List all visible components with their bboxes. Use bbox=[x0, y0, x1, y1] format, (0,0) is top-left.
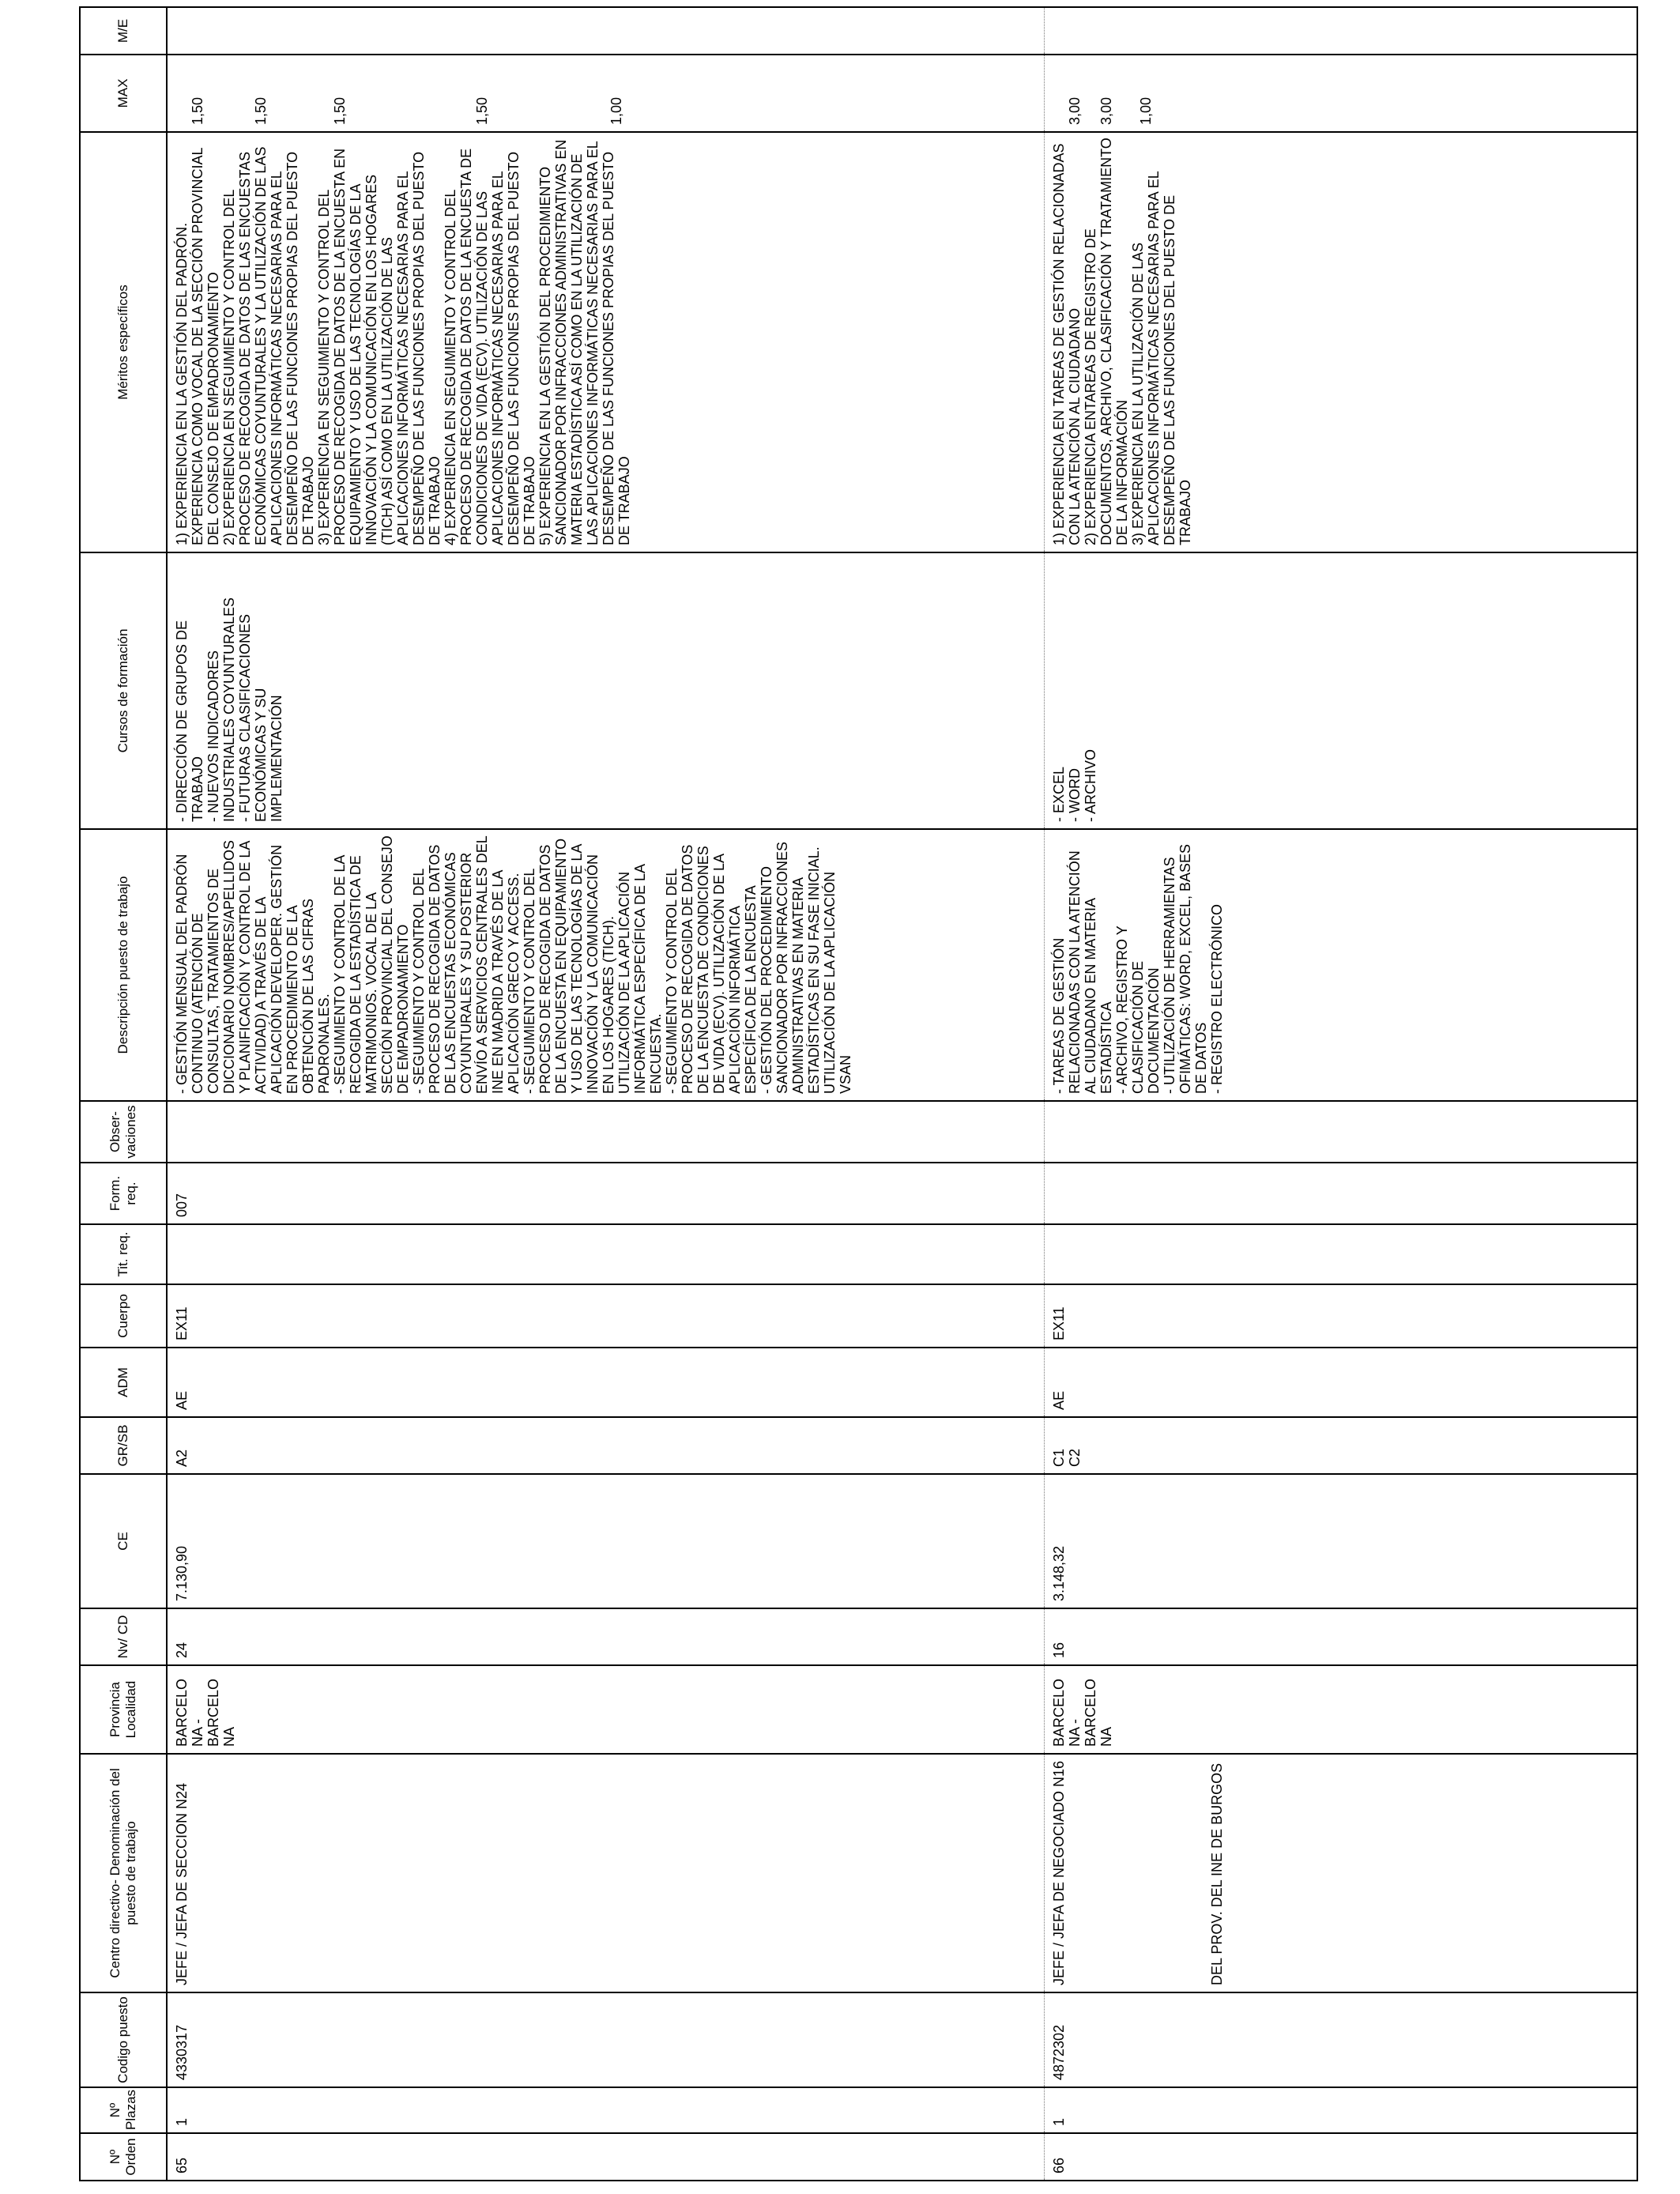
cell-titulacion bbox=[167, 1224, 1044, 1284]
header-orden: Nº Orden bbox=[80, 2133, 167, 2181]
table-row bbox=[167, 7, 1044, 2181]
cell-centro bbox=[1044, 1754, 1439, 1992]
cell-meritos: 1) EXPERIENCIA EN LA GESTIÓN DEL PADRÓN. EXPERIENCIA COMO VOCAL DE LA SECCIÓN PROVINCIAL DEL CONSEJO DE EMPADRONAMIENTO 2) EXPERIENCIA EN SEGUIMIENTO Y CONTROL DEL PROCESO DE RECOGIDA DE DATOS DE LAS ENCUESTAS ECONÓMICAS COYUNTURALES Y LA UTILIZACIÓN DE LAS APLICACIONES INFORMÁTICAS NECESARIAS PARA EL DESEMPEÑO DE LAS FUNCIONES PROPIAS DEL PUESTO DE TRABAJO 3) EXPERIENCIA EN SEGUIMIENTO Y CONTROL DEL PROCESO DE RECOGIDA DE DATOS DE LA ENCUESTA EN EQUIPAMIENTO Y USO DE LAS TECNOLOGÍAS DE LA INNOVACIÓN Y LA COMUNICACIÓN EN LOS HOGARES (TICH) ASÍ COMO EN LA UTILIZACIÓN DE LAS APLICACIONES INFORMÁTICAS NECESARIAS PARA EL DESEMPEÑO DE LAS FUNCIONES PROPIAS DEL PUESTO DE TRABAJO 4) EXPERIENCIA EN SEGUIMIENTO Y CONTROL DEL PROCESO DE RECOGIDA DE DATOS DE LA ENCUESTA DE CONDICIONES DE VIDA (ECV). UTILIZACIÓN DE LAS APLICACIONES INFORMÁTICAS NECESARIAS PARA EL DESEMPEÑO DE LAS FUNCIONES PROPIAS DEL PUESTO DE TRABAJO 5) EXPERIENCIA EN LA GESTIÓN DEL PROCEDIMIENTO SANCIONADOR POR INFRACCIONES ADMINISTRATIVAS EN MATERIA ESTADÍSTICA ASÍ COMO EN LA UTILIZACIÓN DE LAS APLICACIONES INFORMÁTICAS NECESARIAS PARA EL DESEMPEÑO DE LAS FUNCIONES PROPIAS DEL PUESTO DE TRABAJO bbox=[167, 132, 1044, 552]
cell-plazas: 1 bbox=[167, 2087, 1044, 2133]
max-value: 1,50 bbox=[253, 96, 269, 125]
cell-provincia: BARCELONA - BARCELONA bbox=[167, 1665, 1044, 1754]
max-value: 1,00 bbox=[608, 96, 624, 125]
header-plazas: Nº Plazas bbox=[80, 2087, 167, 2133]
cell-codigo: 4872302 bbox=[1044, 1992, 1439, 2087]
cell-descripcion: - GESTIÓN MENSUAL DEL PADRÓN CONTINUO (ATENCIÓN DE CONSULTAS, TRATAMIENTOS DE DICCIONARIO NOMBRES/APELLIDOS Y PLANIFICACIÓN Y CONTROL DE LA ACTIVIDAD) A TRAVÉS DE LA APLICACIÓN DEVELOPER. GESTIÓN EN PROCEDIMIENTO DE LA OBTENCIÓN DE LAS CIFRAS PADRONALES. - SEGUIMIENTO Y CONTROL DE LA RECOGIDA DE LA ESTADÍSTICA DE MATRIMONIOS. VOCAL DE LA SECCIÓN PROVINCIAL DEL CONSEJO DE EMPADRONAMIENTO - SEGUIMIENTO Y CONTROL DEL PROCESO DE RECOGIDA DE DATOS DE LAS ENCUESTAS ECONÓMICAS COYUNTURALES Y SU POSTERIOR ENVÍO A SERVICIOS CENTRALES DEL INE EN MADRID A TRAVÉS DE LA APLICACIÓN GRECO Y ACCESS. - SEGUIMIENTO Y CONTROL DEL PROCESO DE RECOGIDA DE DATOS DE LA ENCUESTA EN EQUIPAMIENTO Y USO DE LAS TECNOLOGÍAS DE LA INNOVACIÓN Y LA COMUNICACIÓN EN LOS HOGARES (TICH). UTILIZACIÓN DE LA APLICACIÓN INFORMÁTICA ESPECÍFICA DE LA ENCUESTA. - SEGUIMIENTO Y CONTROL DEL PROCESO DE RECOGIDA DE DATOS DE LA ENCUESTA DE CONDICIONES DE VIDA (ECV). UTILIZACIÓN DE LA APLICACIÓN INFORMÁTICA ESPECÍFICA DE LA ENCUESTA - GESTIÓN DEL PROCEDIMIENTO SANCIONADOR POR INFRACCIONES ADMINISTRATIVAS EN MATERIA ESTADÍSTICAS EN SU FASE INICIAL. UTILIZACIÓN DE LA APLICACIÓN VSAN bbox=[167, 829, 1044, 1101]
table-row-filler bbox=[1439, 7, 1637, 2181]
cell-plazas: 1 bbox=[1044, 2087, 1439, 2133]
header-max: MAX bbox=[80, 55, 167, 132]
header-row bbox=[80, 7, 167, 2181]
cell-meritos: 1) EXPERIENCIA EN TAREAS DE GESTIÓN RELACIONADAS CON LA ATENCIÓN AL CIUDADANO 2) EXPERIENCIA ENTAREAS DE REGISTRO DE DOCUMENTOS, ARCHIVO, CLASIFICACIÓN Y TRATAMIENTO DE LA INFORMACIÓN 3) EXPERIENCIA EN LA UTILIZACIÓN DE LAS APLICACIONES INFORMÁTICAS NECESARIAS PARA EL DESEMPEÑO DE LAS FUNCIONES DEL PUESTO DE TRABAJO bbox=[1044, 132, 1439, 552]
cell-orden: 65 bbox=[167, 2133, 1044, 2181]
cell-cuerpo: EX11 bbox=[1044, 1284, 1439, 1348]
cell-nivel: 24 bbox=[167, 1608, 1044, 1665]
header-grupo: GR/SB bbox=[80, 1417, 167, 1474]
cell-observaciones bbox=[167, 1101, 1044, 1163]
max-values bbox=[1051, 60, 1170, 125]
job-positions-table bbox=[79, 6, 1638, 2181]
cell-ce: 7.130,90 bbox=[167, 1474, 1044, 1608]
cell-formacion bbox=[1044, 1163, 1439, 1224]
header-nivel: Nv/ CD bbox=[80, 1608, 167, 1665]
centro-extra: DEL PROV. DEL INE DE BURGOS bbox=[1208, 1762, 1225, 1985]
cell-centro bbox=[167, 1754, 1044, 1992]
header-formacion: Form. req. bbox=[80, 1163, 167, 1224]
header-titulacion: Tit. req. bbox=[80, 1224, 167, 1284]
header-observaciones: Obser- vaciones bbox=[80, 1101, 167, 1163]
header-me: M/E bbox=[80, 7, 167, 55]
cell-me bbox=[167, 7, 1044, 55]
cell-descripcion: - TAREAS DE GESTIÓN RELACIONADAS CON LA ATENCIÓN AL CIUDADANO EN MATERIA ESTADÍSTICA - ARCHIVO, REGISTRO Y CLASIFICACIÓN DE DOCUMENTACIÓN - UTILIZACIÓN DE HERRAMIENTAS OFIMÁTICAS: WORD, EXCEL, BASES DE DATOS - REGISTRO ELECTRÓNICO bbox=[1044, 829, 1439, 1101]
max-value: 3,00 bbox=[1066, 96, 1083, 125]
max-value: 1,00 bbox=[1137, 96, 1154, 125]
max-value: 3,00 bbox=[1098, 96, 1114, 125]
header-centro: Centro directivo- Denominación del puesto de trabajo bbox=[80, 1754, 167, 1992]
centro-denominacion: JEFE / JEFA DE SECCION N24 bbox=[174, 1782, 190, 1985]
max-value: 1,50 bbox=[332, 96, 348, 125]
cell-orden: 66 bbox=[1044, 2133, 1439, 2181]
header-descripcion: Descripción puesto de trabajo bbox=[80, 829, 167, 1101]
max-values bbox=[174, 60, 640, 125]
header-provincia: Provincia Localidad bbox=[80, 1665, 167, 1754]
max-value: 1,50 bbox=[474, 96, 490, 125]
header-codigo: Codigo puesto bbox=[80, 1992, 167, 2087]
centro-denominacion: JEFE / JEFA DE NEGOCIADO N16 bbox=[1050, 1760, 1067, 1985]
cell-nivel: 16 bbox=[1044, 1608, 1439, 1665]
cell-adm: AE bbox=[1044, 1348, 1439, 1417]
header-adm: ADM bbox=[80, 1348, 167, 1417]
cell-provincia: BARCELONA - BARCELONA bbox=[1044, 1665, 1439, 1754]
cell-grupo: A2 bbox=[167, 1417, 1044, 1474]
document-sheet bbox=[79, 8, 1638, 2181]
cell-formacion: 007 bbox=[167, 1163, 1044, 1224]
cell-max bbox=[1044, 55, 1439, 132]
cell-adm: AE bbox=[167, 1348, 1044, 1417]
max-value: 1,50 bbox=[190, 96, 205, 125]
cell-observaciones bbox=[1044, 1101, 1439, 1163]
cell-cursos: - EXCEL - WORD - ARCHIVO bbox=[1044, 552, 1439, 829]
header-ce: CE bbox=[80, 1474, 167, 1608]
cell-grupo: C1 C2 bbox=[1044, 1417, 1439, 1474]
cell-ce: 3.148,32 bbox=[1044, 1474, 1439, 1608]
header-meritos: Méritos específicos bbox=[80, 132, 167, 552]
cell-me bbox=[1044, 7, 1439, 55]
header-cursos: Cursos de formación bbox=[80, 552, 167, 829]
cell-max bbox=[167, 55, 1044, 132]
cell-titulacion bbox=[1044, 1224, 1439, 1284]
cell-codigo: 4330317 bbox=[167, 1992, 1044, 2087]
header-cuerpo: Cuerpo bbox=[80, 1284, 167, 1348]
cell-cuerpo: EX11 bbox=[167, 1284, 1044, 1348]
table-row bbox=[1044, 7, 1439, 2181]
cell-cursos: - DIRECCIÓN DE GRUPOS DE TRABAJO - NUEVOS INDICADORES INDUSTRIALES COYUNTURALES - FUTURAS CLASIFICACIONES ECONÓMICAS Y SU IMPLEMENTACIÓN bbox=[167, 552, 1044, 829]
